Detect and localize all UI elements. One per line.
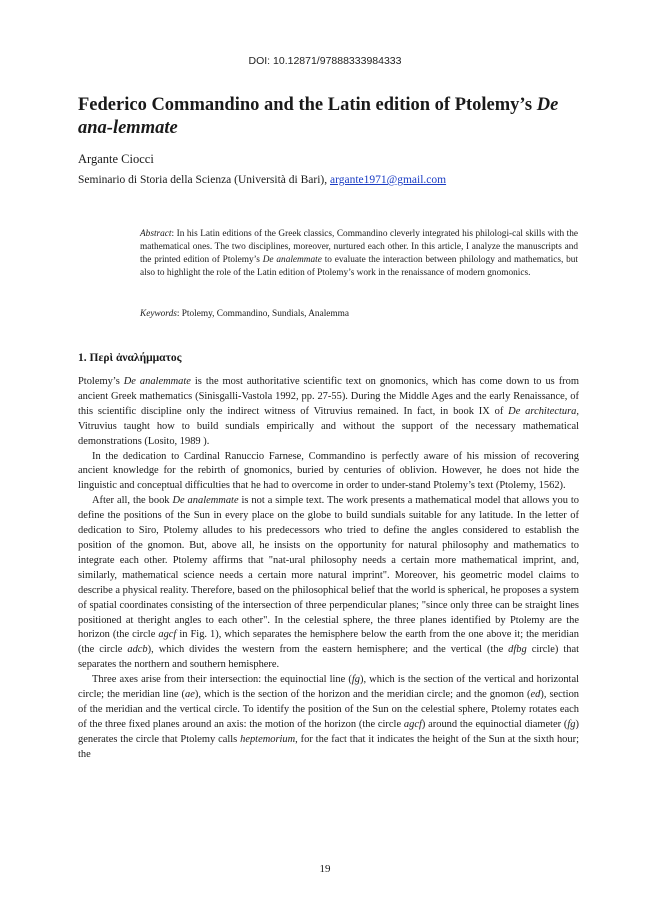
paper-title — [78, 94, 578, 140]
paragraph-2: In the dedication to Cardinal Ranuccio Farnese, Commandino is perfectly aware of his mission of recovering ancient knowledge for the rebirth of gnomonics, buried by centuries of oblivion. However, he does not hide the linguistic and conceptual difficulties that he had to overcome in order to under-stand Ptolemy’s text (Ptolemy, 1562). — [78, 450, 579, 492]
keywords-text: : Ptolemy, Commandino, Sundials, Analemma — [176, 309, 349, 319]
section-heading: 1. Περὶ ἀναλήμματος — [78, 352, 182, 364]
abstract-italic: De analemmate — [262, 254, 322, 265]
paragraph-3 — [78, 494, 579, 673]
title-italic: De ana-lemmate — [78, 95, 559, 138]
text-run: , Vitruvius taught how to build sundials empirically and without the support of the necessary mathematical demonstrations (Losito, 1989 ). — [78, 405, 579, 447]
italic-run: ed — [530, 689, 541, 701]
author-affiliation — [78, 174, 446, 186]
italic-run: heptemorium — [240, 733, 296, 745]
doi-line: DOI: 10.12871/97888333984333 — [248, 55, 402, 67]
title-main: Federico Commandino and the Latin edition of Ptolemy’s — [78, 95, 537, 115]
italic-run: dfbg — [508, 644, 527, 656]
text-run: ), section of the meridian and the vertical circle. To identify the position of the Sun on the celestial sphere, Ptolemy rotates each of the three fixed planes around an axis: the motion of the horizon (the circle — [78, 689, 580, 730]
text-run: After all, the book — [92, 495, 173, 507]
italic-run: De architectura — [508, 405, 577, 417]
italic-run: De analemmate — [123, 376, 191, 387]
abstract-label: Abstract — [140, 229, 172, 239]
italic-run: ae — [185, 689, 195, 701]
keywords — [140, 308, 578, 321]
italic-run: adcb — [127, 644, 148, 656]
paragraph-1 — [78, 375, 579, 450]
italic-run: agcf — [403, 718, 422, 730]
text-run: Ptolemy’s — [78, 376, 124, 387]
text-run: is not a simple text. The work presents a mathematical model that allows you to define the positions of the Sun in every place on the globe to build sundials suitable for any latitude. In the letter of dedication to Siro, Ptolemy alludes to his predecessors who tried to define the angles considered to establish the position of the gnomon. But, above all, he insists on the opportunity for natural philosophy and mathematics to integrate each other. Ptolemy affirms that "nat-ural philosophy needs a certain more mathematical imprint, and, similarly, mathematical science needs a certain more natural imprint". Moreover, his geometric model claims to describe a physical reality. Therefore, based on the philosophical belief that the world is spherical, he proposes a system of spatial coordinates consisting of the intersection of three perpendicular planes; "since only three can be straight lines positioned at theright angles to each other". In the celestial sphere, the three planes identified by Ptolemy are the horizon (the circle — [78, 495, 579, 641]
text-run: Three axes arise from their intersection: the equinoctial line ( — [92, 674, 352, 686]
text-run: is the most authoritative scientific text on gnomonics, which has come down to us from ancient Greek mathematics (Sinisgalli-Vastola 1992, pp. 27-55). During the Middle Ages and the early Renaissance, of this scientific discipline only the indirect witness of Vitruvius remained. In fact, in book IX of — [78, 376, 579, 417]
author-email-link[interactable]: argante1971@gmail.com — [329, 174, 447, 186]
italic-run: fg — [351, 674, 360, 686]
abstract-text-end: to evaluate the interaction between philology and mathematics, but also to highlight the role of the Latin edition of Ptolemy’s work in the renaissance of modern gnomonics. — [140, 254, 579, 278]
paragraph-4 — [78, 673, 579, 762]
italic-run: De analemmate — [172, 495, 239, 507]
text-run: ) generates the circle that Ptolemy calls — [78, 718, 579, 745]
italic-run: agcf — [158, 629, 177, 641]
page-number: 19 — [319, 863, 331, 875]
text-run: ), which is the section of the horizon and the meridian circle; and the gnomon ( — [194, 689, 531, 701]
text-run: ) around the equinoctial diameter ( — [421, 718, 568, 730]
abstract-text: : In his Latin editions of the Greek classics, Commandino cleverly integrated his philologi-cal skills with the mathematical ones. The two disciplines, moreover, nurtured each other. In this article, I analyze the manuscripts and the printed edition of Ptolemy’s — [140, 229, 578, 265]
body-text — [78, 375, 579, 763]
text-run: in Fig. 1), which separates the hemisphere below the earth from the one above it; the meridian (the circle — [78, 629, 579, 656]
author-name: Argante Ciocci — [78, 152, 154, 166]
italic-run: fg — [567, 718, 576, 730]
text-run: ), which divides the western from the eastern hemisphere; and the vertical (the — [147, 644, 509, 656]
abstract — [140, 228, 578, 280]
text-run: , for the fact that it indicates the height of the Sun at the sixth hour; the — [78, 733, 579, 760]
keywords-label: Keywords — [140, 309, 177, 319]
text-run: ), which is the section of the vertical and horizontal circle; the meridian line ( — [78, 674, 579, 701]
affiliation-text: Seminario di Storia della Scienza (Università di Bari), — [78, 174, 330, 186]
text-run: circle) that separates the northern and southern hemisphere. — [78, 644, 579, 671]
